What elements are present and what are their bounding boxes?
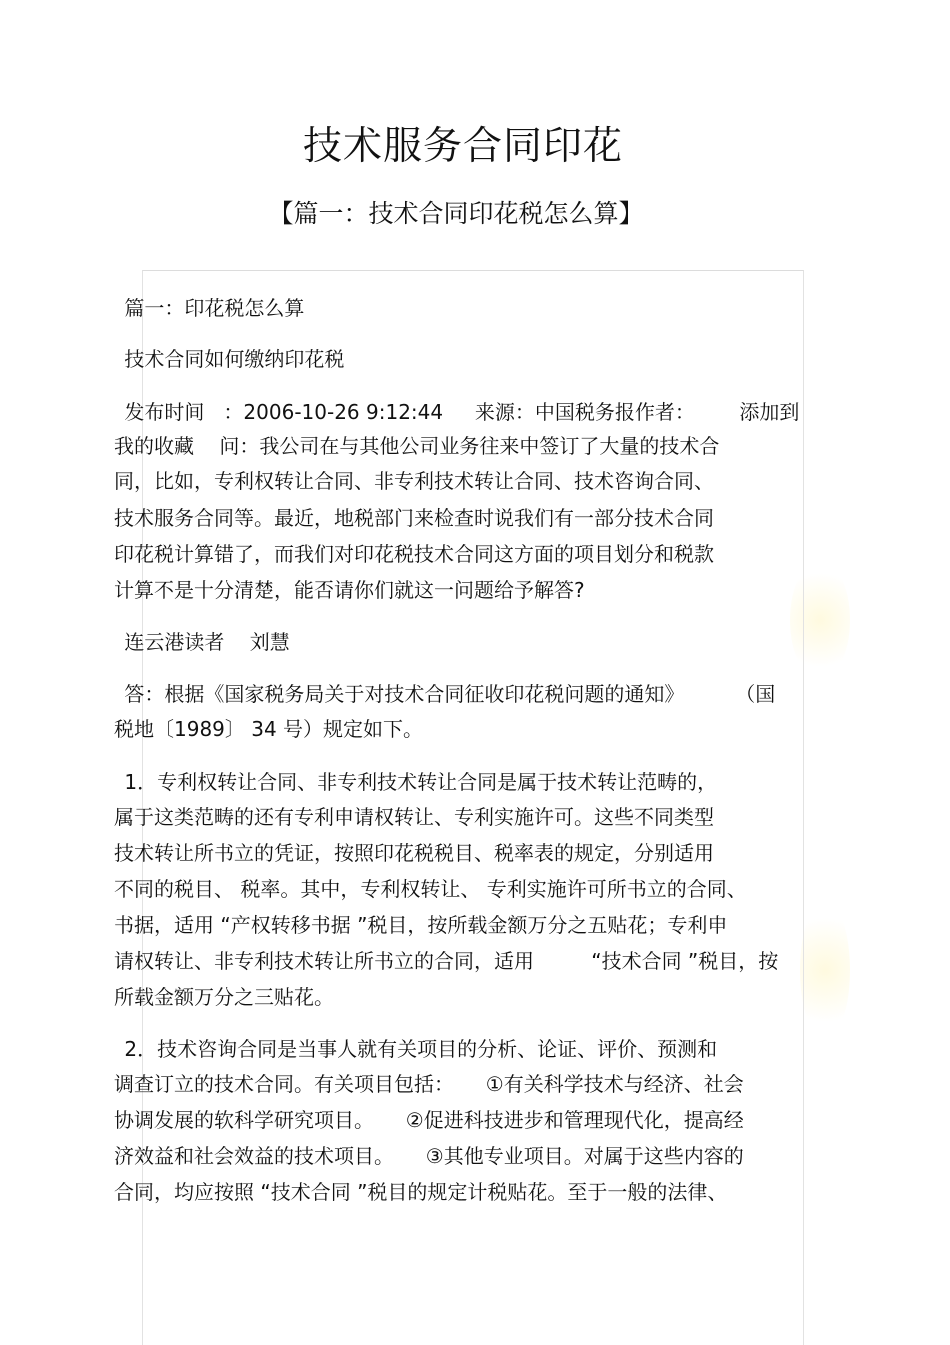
body-line: 同，比如，专利权转让合同、非专利技术转让合同、技术咨询合同、 <box>114 469 714 493</box>
body-line: 技术合同如何缴纳印花税 <box>118 347 345 371</box>
body-line: 连云港读者 刘慧 <box>118 630 290 654</box>
body-line: 篇一：印花税怎么算 <box>118 296 305 320</box>
body-line: 1．专利权转让合同、非专利技术转让合同是属于技术转让范畴的， <box>118 770 718 794</box>
body-line: 税地〔1989〕 34 号）规定如下。 <box>114 717 424 741</box>
body-line: 请权转让、非专利技术转让所书立的合同，适用 “技术合同 ”税目，按 <box>114 949 779 973</box>
body-line: 计算不是十分清楚，能否请你们就这一问题给予解答? <box>114 578 585 602</box>
body-line: 技术服务合同等。最近，地税部门来检查时说我们有一部分技术合同 <box>114 506 714 530</box>
body-line: 济效益和社会效益的技术项目。 ③其他专业项目。对属于这些内容的 <box>114 1144 744 1168</box>
body-line: 书据，适用 “产权转移书据 ”税目，按所载金额万分之五贴花；专利申 <box>114 913 728 937</box>
body-line: 属于这类范畴的还有专利申请权转让、专利实施许可。这些不同类型 <box>114 805 714 829</box>
body-line: 合同，均应按照 “技术合同 ”税目的规定计税贴花。至于一般的法律、 <box>114 1180 728 1204</box>
body-line: 发布时间 ：2006-10-26 9:12:44 来源：中国税务报作者： 添加到 <box>118 400 800 424</box>
document-title: 技术服务合同印花 <box>302 124 623 169</box>
body-line: 协调发展的软科学研究项目。 ②促进科技进步和管理现代化，提高经 <box>114 1108 744 1132</box>
body-line: 所载金额万分之三贴花。 <box>114 985 334 1009</box>
body-line: 印花税计算错了，而我们对印花税技术合同这方面的项目划分和税款 <box>114 542 714 566</box>
body-line: 技术转让所书立的凭证，按照印花税税目、税率表的规定，分别适用 <box>114 841 714 865</box>
body-line: 2．技术咨询合同是当事人就有关项目的分析、论证、评价、预测和 <box>118 1037 718 1061</box>
body-line: 答：根据《国家税务局关于对技术合同征收印花税问题的通知》 （国 <box>118 682 776 706</box>
body-line: 我的收藏 问：我公司在与其他公司业务往来中签订了大量的技术合 <box>114 434 720 458</box>
body-line: 调查订立的技术合同。有关项目包括： ①有关科学技术与经济、社会 <box>114 1072 744 1096</box>
document-subtitle: 【篇一：技术合同印花税怎么算】 <box>268 199 644 228</box>
body-line: 不同的税目、 税率。其中，专利权转让、 专利实施许可所书立的合同、 <box>114 877 747 901</box>
